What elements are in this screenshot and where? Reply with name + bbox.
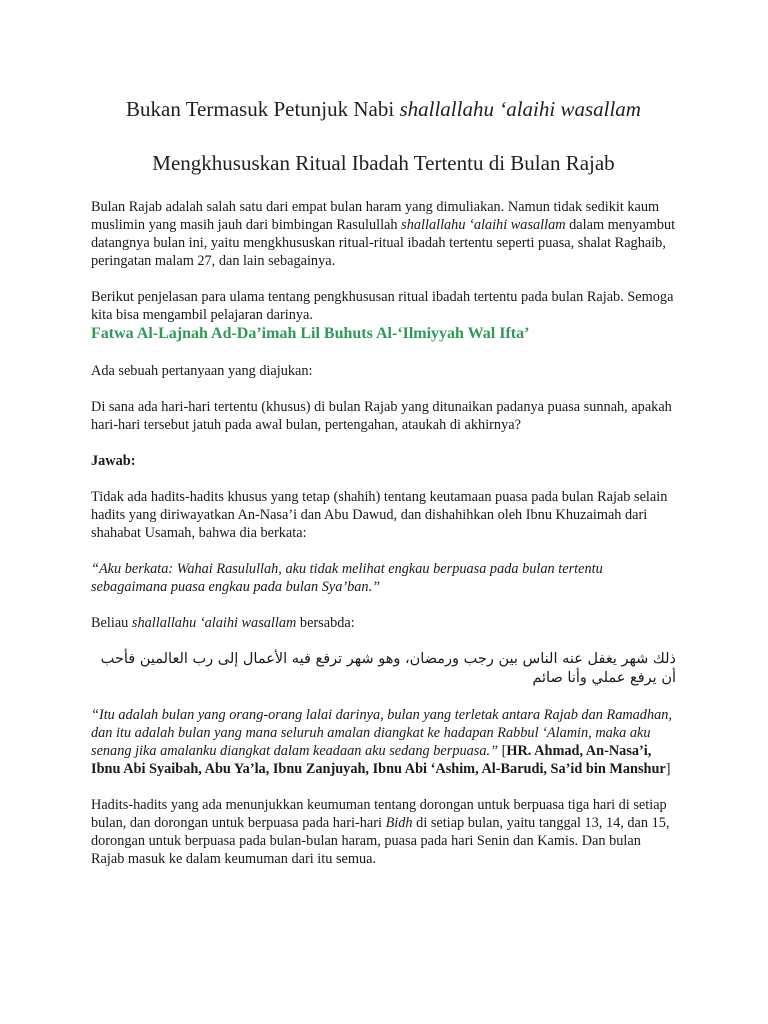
intro-honorific: shallallahu ‘alaihi wasallam bbox=[401, 217, 566, 233]
prophet-said bbox=[91, 614, 676, 632]
intro-text-a: Bulan Rajab adalah salah satu dari empat bulan haram yang dimuliakan. Namun tidak sedikit kaum muslimin yang masih jauh dari bimbingan Rasulullah bbox=[91, 199, 660, 233]
section-heading: Fatwa Al-Lajnah Ad-Da’imah Lil Buhuts Al-‘Ilmiyyah Wal Ifta’ bbox=[91, 325, 530, 342]
quote-usamah bbox=[91, 560, 676, 596]
prophet-said-a: Beliau bbox=[91, 615, 132, 631]
article-title bbox=[91, 0, 676, 123]
intro-text-c: dalam menyambut datangnya bulan ini, yaitu mengkhususkan ritual-ritual ibadah tertentu seperti puasa, shalat Raghaib, peringatan malam 27, dan lain sebagainya. bbox=[91, 217, 676, 269]
source-close-bracket: ] bbox=[665, 761, 671, 777]
translation-quote: “Itu adalah bulan yang orang-orang lalai darinya, bulan yang terletak antara Rajab dan Ramadhan, dan itu adalah bulan yang mana seluruh amalan diangkat ke hadapan Rabbul ‘Alamin, maka aku senang jika amalanku diangkat dalam keadaan aku sedang berpuasa.” bbox=[91, 707, 672, 759]
quote-usamah-text: “Aku berkata: Wahai Rasulullah, aku tidak melihat engkau berpuasa pada bulan tertentu sebagaimana puasa engkau pada bulan Sya’ban.” bbox=[91, 561, 603, 595]
title-honorific: shallallahu ‘alaihi wasallam bbox=[399, 97, 641, 121]
answer-label-text: Jawab: bbox=[91, 453, 136, 469]
conclusion-text-a: Hadits-hadits yang ada menunjukkan keumuman tentang dorongan untuk berpuasa tiga hari di setiap bulan, dan dorongan untuk berpuasa pada hari-hari bbox=[91, 797, 667, 831]
answer-label bbox=[91, 452, 676, 470]
conclusion-text-c: di setiap bulan, yaitu tanggal 13, 14, dan 15, dorongan untuk berpuasa pada bulan-bulan haram, puasa pada hari Senin dan Kamis. Dan bulan Rajab masuk ke dalam keumuman dari itu semua. bbox=[91, 815, 670, 867]
article-subtitle: Mengkhususkan Ritual Ibadah Tertentu di Bulan Rajab bbox=[152, 151, 615, 175]
answer-paragraph: Tidak ada hadits-hadits khusus yang tetap (shahih) tentang keutamaan puasa pada bulan Rajab selain hadits yang diriwayatkan An-Nasa’i dan Abu Dawud, dan dishahihkan oleh Ibnu Khuzaimah dari shahabat Usamah, bahwa dia berkata: bbox=[91, 489, 668, 541]
source-open-bracket: [ bbox=[498, 743, 507, 759]
conclusion-bidh: Bidh bbox=[385, 815, 413, 831]
question-intro: Ada sebuah pertanyaan yang diajukan: bbox=[91, 363, 313, 379]
hadith-source: HR. Ahmad, An-Nasa’i, Ibnu Abi Syaibah, Abu Ya’la, Ibnu Zanjuyah, Ibnu Abi ‘Ashim, Al-Barudi, Sa’id bin Manshur bbox=[91, 743, 666, 777]
prophet-said-honorific: shallallahu ‘alaihi wasallam bbox=[131, 615, 297, 631]
hadith-translation bbox=[91, 706, 676, 778]
prophet-said-c: bersabda: bbox=[296, 615, 355, 631]
conclusion-paragraph bbox=[91, 796, 676, 868]
explanation-paragraph: Berikut penjelasan para ulama tentang pengkhususan ritual ibadah tertentu pada bulan Rajab. Semoga kita bisa mengambil pelajaran darinya. bbox=[91, 289, 674, 323]
intro-paragraph bbox=[91, 198, 676, 270]
question-text: Di sana ada hari-hari tertentu (khusus) di bulan Rajab yang ditunaikan padanya puasa sunnah, apakah hari-hari tersebut jatuh pada awal bulan, pertengahan, ataukah di akhirnya? bbox=[91, 399, 672, 433]
title-text: Bukan Termasuk Petunjuk Nabi bbox=[126, 97, 400, 121]
arabic-hadith: ذلك شهر يغفل عنه الناس بين رجب ورمضان، وهو شهر ترفع فيه الأعمال إلى رب العالمين فأحب أن يرفع عملي وأنا صائم bbox=[100, 651, 676, 686]
